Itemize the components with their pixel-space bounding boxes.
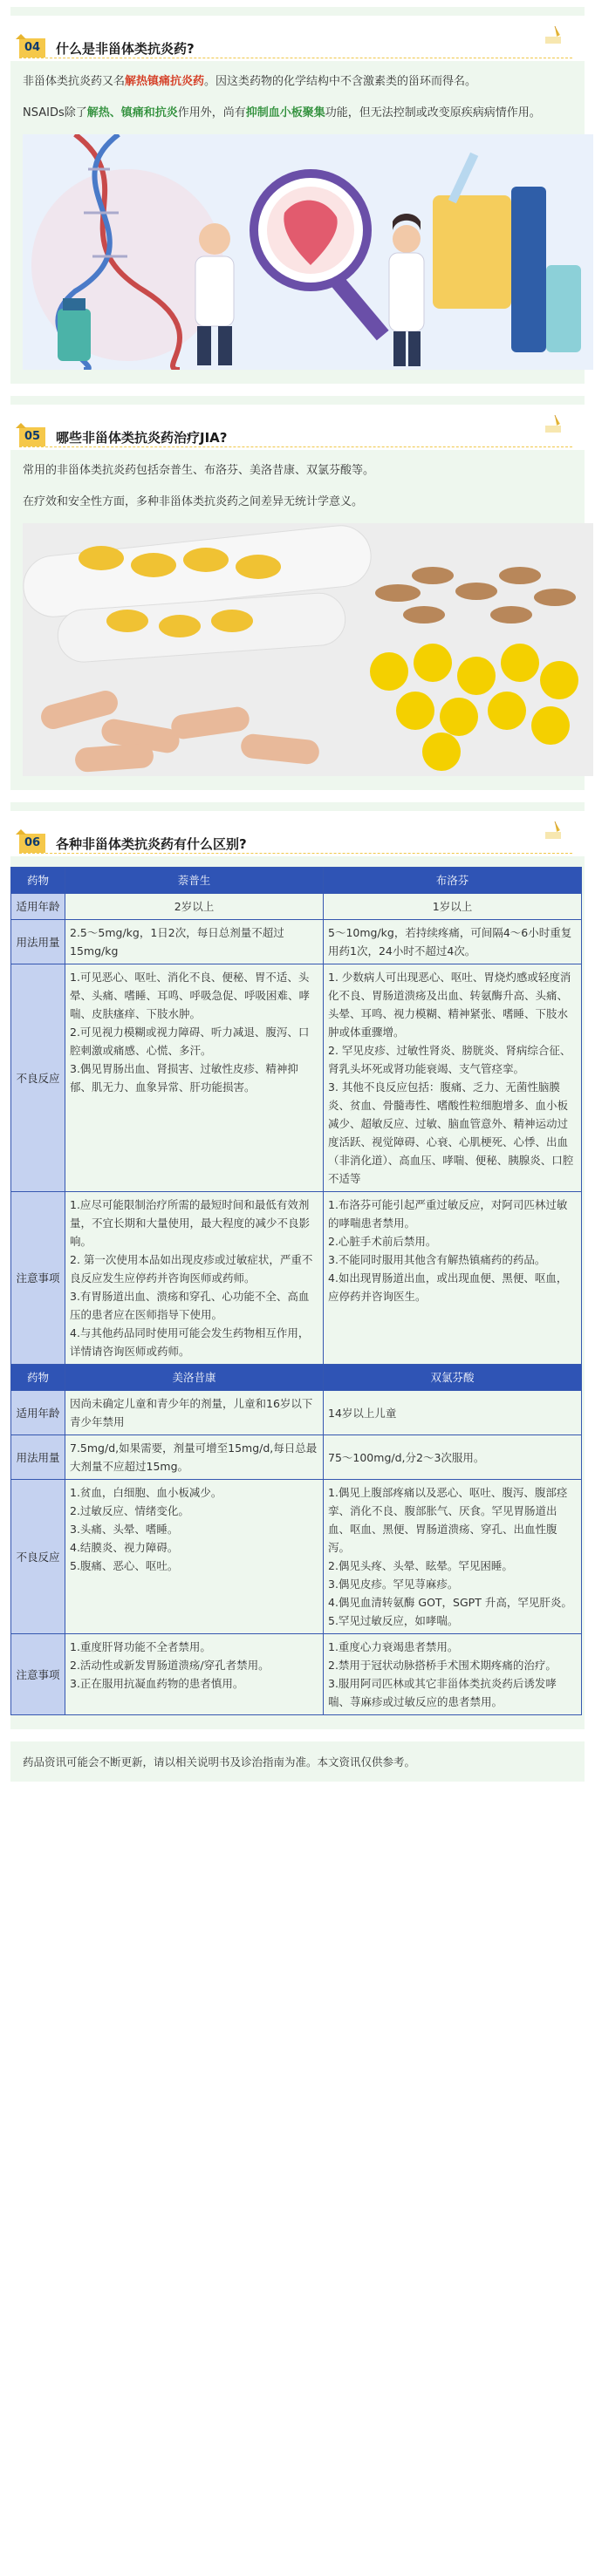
pills-photo	[23, 523, 593, 776]
row-label: 不良反应	[11, 964, 65, 1192]
section-number-badge: 04	[19, 38, 45, 58]
table-row	[11, 1192, 582, 1365]
table-cell: 2.5～5mg/kg，1日2次，每日总剂量不超过15mg/kg	[65, 920, 324, 964]
section-title: 哪些非甾体类抗炎药治疗JIA?	[56, 430, 228, 446]
section-title: 什么是非甾体类抗炎药?	[56, 41, 195, 57]
table-cell: 1.重度肝肾功能不全者禁用。 2.活动性或新发胃肠道溃疡/穿孔者禁用。 3.正在服用抗凝血药物的患者慎用。	[65, 1634, 324, 1715]
paragraph: 非甾体类抗炎药又名解热镇痛抗炎药。因这类药物的化学结构中不含激素类的甾环而得名。	[23, 75, 477, 88]
table-header-row	[11, 868, 582, 894]
row-label: 适用年龄	[11, 894, 65, 920]
row-label: 用法用量	[11, 920, 65, 964]
table-cell: 1.重度心力衰竭患者禁用。 2.禁用于冠状动脉搭桥手术围术期疼痛的治疗。 3.服用阿司匹林或其它非甾体类抗炎药后诱发哮喘、荨麻疹或过敏反应的患者禁用。	[324, 1634, 582, 1715]
table-row	[11, 1480, 582, 1634]
table-row	[11, 1634, 582, 1715]
table-cell: 1.贫血，白细胞、血小板减少。 2.过敏反应、情绪变化。 3.头痛、头晕、嗜睡。 4.结膜炎、视力障碍。 5.腹痛、恶心、呕吐。	[65, 1480, 324, 1634]
section-number-badge: 06	[19, 834, 45, 853]
paragraph: NSAIDs除了解热、镇痛和抗炎作用外，尚有抑制血小板聚集功能，但无法控制或改变原疾病病情作用。	[23, 106, 541, 119]
section-header	[10, 405, 585, 450]
table-row	[11, 1391, 582, 1435]
table-row	[11, 1435, 582, 1480]
table-cell: 1. 少数病人可出现恶心、呕吐、胃烧灼感或轻度消化不良、胃肠道溃疡及出血、转氨酶升高、头痛、头晕、耳鸣、视力模糊、精神紧张、嗜睡、下肢水肿或体重骤增。 2. 罕见皮疹、过敏性肾炎、膀胱炎、肾病综合征、肾乳头坏死或肾功能衰竭、支气管痉挛。 3. 其他不良反应包括：腹痛、乏力、无菌性脑膜炎、贫血、骨髓毒性、嗜酸性粒细胞增多、血小板减少、超敏反应、过敏、脑血管意外、精神运动过度活跃、视觉障碍、心衰、心肌梗死、心悸、出血（非消化道）、高血压、哮喘、便秘、胰腺炎、口腔不适等	[324, 964, 582, 1192]
section-title: 各种非甾体类抗炎药有什么区别?	[56, 836, 247, 852]
section-header	[10, 811, 585, 856]
table-row	[11, 920, 582, 964]
column-header: 双氯芬酸	[324, 1365, 582, 1391]
table-cell: 1.布洛芬可能引起严重过敏反应，对阿司匹林过敏的哮喘患者禁用。 2.心脏手术前后禁用。 3.不能同时服用其他含有解热镇痛药的药品。 4.如出现胃肠道出血，或出现血便、黑便、呕血，应停药并咨询医生。	[324, 1192, 582, 1365]
row-label: 注意事项	[11, 1192, 65, 1365]
comparison-table-1	[10, 867, 582, 1715]
table-cell: 1.应尽可能限制治疗所需的最短时间和最低有效剂量，不宜长期和大量使用，最大程度的减少不良影响。 2. 第一次使用本品如出现皮疹或过敏症状，严重不良反应发生应停药并咨询医师或药师。 3.有胃肠道出血、溃疡和穿孔、心功能不全、高血压的患者应在医师指导下使用。 4.与其他药品同时使用可能会发生药物相互作用，详情请咨询医师或药师。	[65, 1192, 324, 1365]
table-row	[11, 894, 582, 920]
table-cell: 1.偶见上腹部疼痛以及恶心、呕吐、腹泻、腹部痉挛、消化不良、腹部胀气、厌食。罕见胃肠道出血、呕血、黑便、胃肠道溃疡、穿孔、出血性腹泻。 2.偶见头疼、头晕、眩晕。罕见困睡。 3.偶见皮疹。罕见荨麻疹。 4.偶见血清转氨酶 GOT，SGPT 升高，罕见肝炎。 5.罕见过敏反应，如哮喘。	[324, 1480, 582, 1634]
paragraph: 在疗效和安全性方面，多种非甾体类抗炎药之间差异无统计学意义。	[23, 495, 364, 508]
pencil-icon	[543, 818, 565, 841]
table-cell: 14岁以上儿童	[324, 1391, 582, 1435]
table-cell: 2岁以上	[65, 894, 324, 920]
section-06	[10, 802, 585, 1729]
pencil-icon	[543, 23, 565, 45]
table-row	[11, 964, 582, 1192]
column-header: 药物	[11, 868, 65, 894]
section-header	[10, 16, 585, 61]
column-header: 美洛昔康	[65, 1365, 324, 1391]
medical-research-illustration	[23, 134, 593, 370]
table-header-row	[11, 1365, 582, 1391]
row-label: 不良反应	[11, 1480, 65, 1634]
disclaimer-footer: 药品资讯可能会不断更新，请以相关说明书及诊治指南为准。本文资讯仅供参考。	[10, 1741, 585, 1782]
column-header: 布洛芬	[324, 868, 582, 894]
table-cell: 75～100mg/d,分2～3次服用。	[324, 1435, 582, 1480]
pencil-icon	[543, 412, 565, 434]
column-header: 萘普生	[65, 868, 324, 894]
table-cell: 因尚未确定儿童和青少年的剂量，儿童和16岁以下青少年禁用	[65, 1391, 324, 1435]
table-cell: 7.5mg/d,如果需要，剂量可增至15mg/d,每日总最大剂量不应超过15mg。	[65, 1435, 324, 1480]
table-cell: 1.可见恶心、呕吐、消化不良、便秘、胃不适、头晕、头痛、嗜睡、耳鸣、呼吸急促、呼吸困难、哮喘、皮肤瘙痒、下肢水肿。 2.可见视力模糊或视力障碍、听力减退、腹泻、口腔刺激或痛感、心慌、多汗。 3.偶见胃肠出血、肾损害、过敏性皮疹、精神抑郁、肌无力、血象异常、肝功能损害。	[65, 964, 324, 1192]
section-divider	[19, 446, 572, 447]
paragraph: 常用的非甾体类抗炎药包括奈普生、布洛芬、美洛昔康、双氯芬酸等。	[23, 464, 375, 477]
column-header: 药物	[11, 1365, 65, 1391]
section-number-badge: 05	[19, 427, 45, 446]
section-04	[10, 7, 585, 384]
row-label: 注意事项	[11, 1634, 65, 1715]
section-divider	[19, 853, 572, 854]
table-cell: 5～10mg/kg，若持续疼痛，可间隔4～6小时重复用药1次，24小时不超过4次。	[324, 920, 582, 964]
table-cell: 1岁以上	[324, 894, 582, 920]
row-label: 用法用量	[11, 1435, 65, 1480]
row-label: 适用年龄	[11, 1391, 65, 1435]
section-05	[10, 396, 585, 790]
